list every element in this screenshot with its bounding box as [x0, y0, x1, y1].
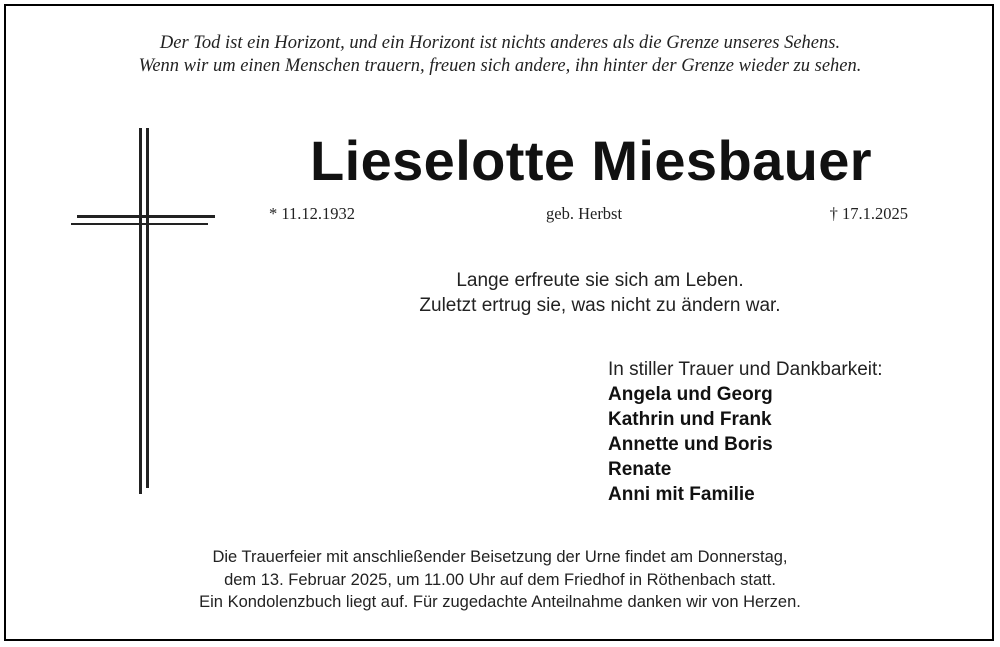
birth-date: * 11.12.1932 [269, 204, 356, 223]
maiden-name: geb. Herbst [546, 204, 623, 223]
deceased-name: Lieselotte Miesbauer [310, 129, 872, 192]
verse-line: Zuletzt ertrug sie, was nicht zu ändern war. [419, 295, 781, 316]
mourner-name: Angela und Georg [608, 384, 773, 405]
mourner-name: Renate [608, 459, 672, 480]
quote-line: Wenn wir um einen Menschen trauern, freuen sich andere, ihn hinter der Grenze wieder zu sehen. [138, 56, 862, 76]
notice-line: Die Trauerfeier mit anschließender Beisetzung der Urne findet am Donnerstag, [212, 548, 788, 566]
mourner-name: Anni mit Familie [608, 484, 755, 505]
verse-line: Lange erfreute sie sich am Leben. [456, 270, 744, 291]
quote-line: Der Tod ist ein Horizont, und ein Horizont ist nichts anderes als die Grenze unseres Sehens. [159, 33, 841, 53]
mourner-name: Kathrin und Frank [608, 409, 772, 430]
memorial-verse [340, 268, 860, 318]
notice-line: Ein Kondolenzbuch liegt auf. Für zugedachte Anteilnahme danken wir von Herzen. [199, 593, 801, 611]
mourners-block [608, 357, 883, 507]
opening-quote [0, 32, 1000, 78]
cross-horizontal-bar [71, 223, 208, 225]
mourners-intro: In stiller Trauer und Dankbarkeit: [608, 359, 883, 380]
cross-vertical-bar [139, 128, 142, 494]
cross-horizontal-bar [77, 215, 215, 218]
death-date: † 17.1.2025 [829, 204, 908, 223]
funeral-notice [0, 546, 1000, 614]
notice-line: dem 13. Februar 2025, um 11.00 Uhr auf dem Friedhof in Röthenbach statt. [224, 570, 776, 589]
mourner-name: Annette und Boris [608, 434, 773, 455]
cross-vertical-bar [146, 128, 149, 488]
